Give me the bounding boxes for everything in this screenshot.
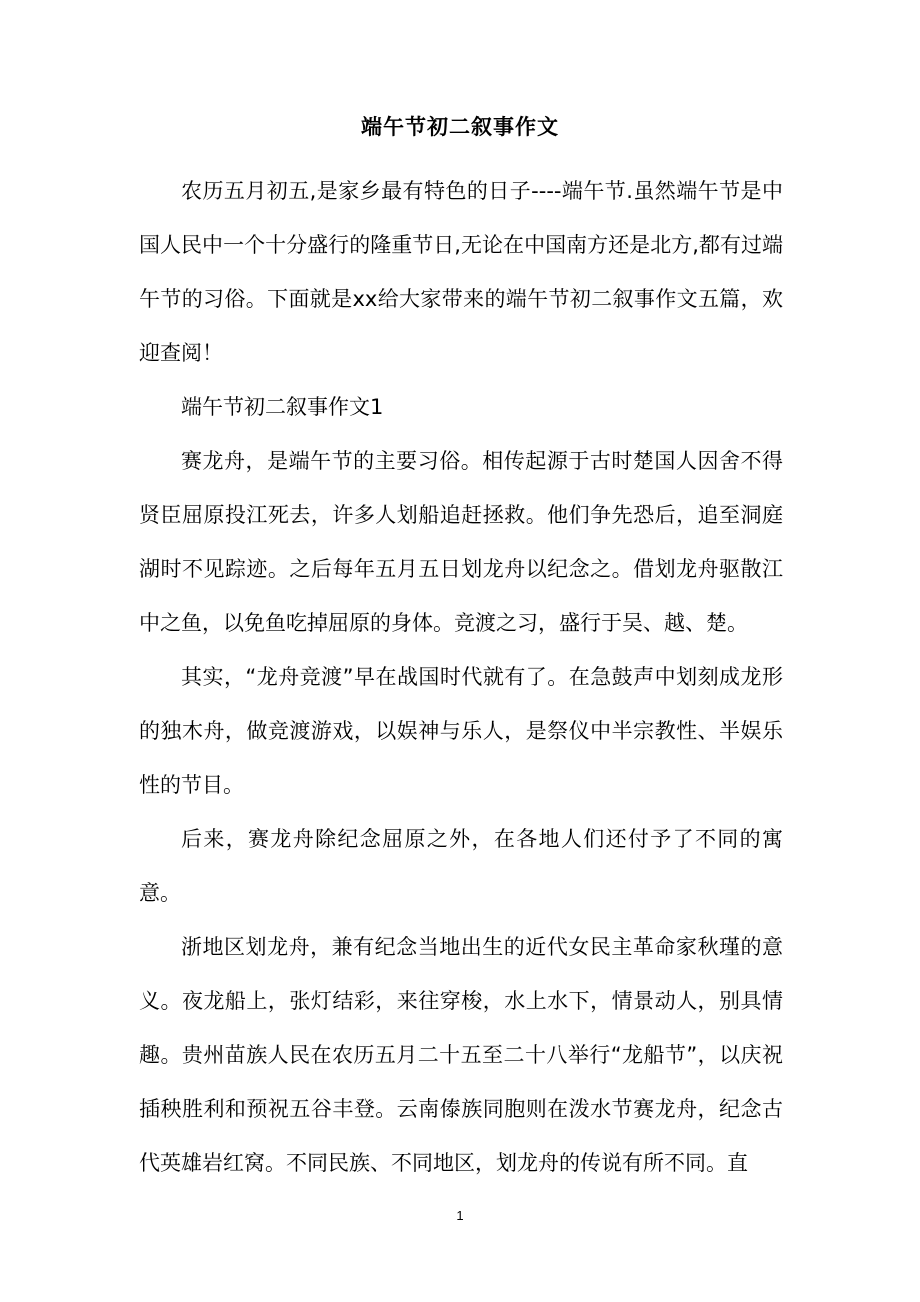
body-paragraph: 后来，赛龙舟除纪念屈原之外，在各地人们还付予了不同的寓意。: [139, 827, 783, 905]
body-paragraph: 其实，“龙舟竞渡”早在战国时代就有了。在急鼓声中划刻成龙形的独木舟，做竞渡游戏，以娱神与乐人，是祭仪中半宗教性、半娱乐性的节目。: [139, 665, 783, 797]
section-heading: 端午节初二叙事作文1: [181, 395, 384, 419]
body-paragraph: 浙地区划龙舟，兼有纪念当地出生的近代女民主革命家秋瑾的意义。夜龙船上，张灯结彩，来往穿梭，水上水下，情景动人，别具情趣。贵州苗族人民在农历五月二十五至二十八举行“龙船节”，以庆祝插秧胜利和预祝五谷丰登。云南傣族同胞则在泼水节赛龙舟，纪念古代英雄岩红窝。不同民族、不同地区，划龙舟的传说有所不同。直: [139, 935, 783, 1175]
document-title: 端午节初二叙事作文: [361, 115, 559, 139]
body-paragraph: 赛龙舟，是端午节的主要习俗。相传起源于古时楚国人因舍不得贤臣屈原投江死去，许多人划船追赶拯救。他们争先恐后，追至洞庭湖时不见踪迹。之后每年五月五日划龙舟以纪念之。借划龙舟驱散江中之鱼，以免鱼吃掉屈原的身体。竞渡之习，盛行于吴、越、楚。: [139, 449, 783, 635]
intro-paragraph: 农历五月初五,是家乡最有特色的日子----端午节.虽然端午节是中国人民中一个十分盛行的隆重节日,无论在中国南方还是北方,都有过端午节的习俗。下面就是xx给大家带来的端午节初二叙事作文五篇，欢迎查阅！: [139, 179, 783, 365]
page-number: 1: [456, 1208, 464, 1223]
document-body: [139, 164, 783, 1190]
